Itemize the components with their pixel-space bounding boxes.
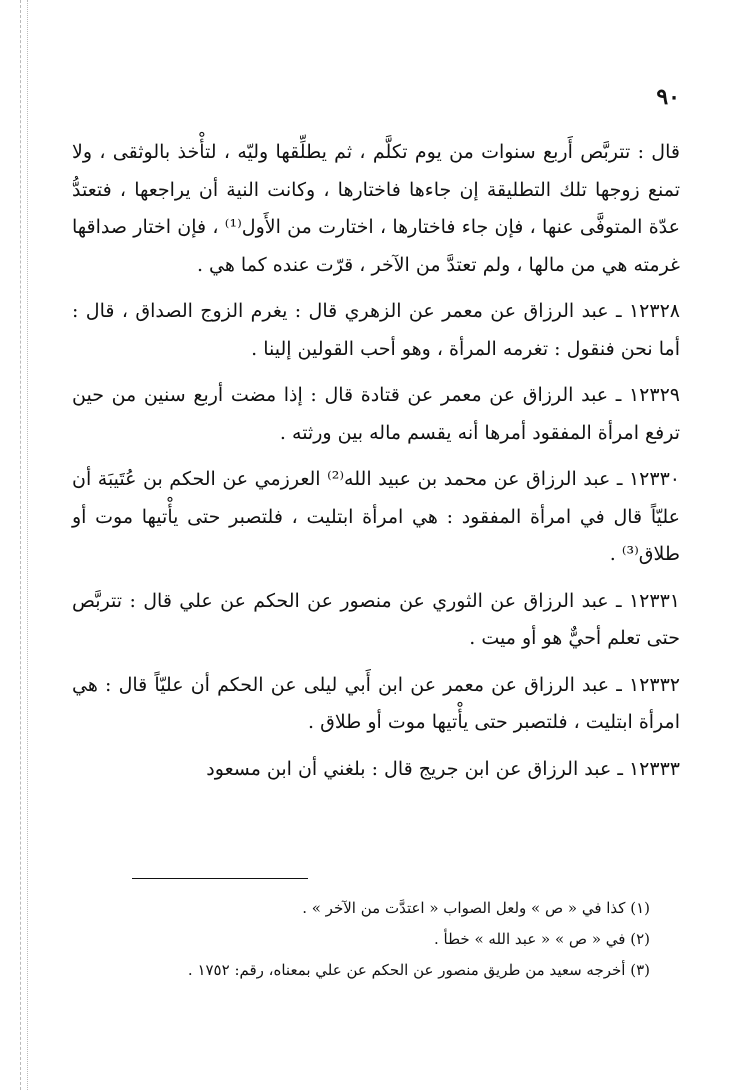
page-number: ٩٠ [656, 84, 680, 110]
binding-edge-line [20, 0, 21, 1090]
footnote-separator [132, 878, 308, 879]
paragraph-hadith-12333: ١٢٣٣٣ ـ عبد الرزاق عن ابن جريج قال : بلغني أن ابن مسعود [206, 757, 680, 780]
binding-edge-line-inner [27, 0, 28, 1090]
footnote-2: (٢) في « ص » « عبد الله » خطأ . [434, 930, 650, 948]
paragraph-hadith-12329: ١٢٣٢٩ ـ عبد الرزاق عن معمر عن قتادة قال : إذا مضت أربع سنين من حين ترفع امرأة المفقود أمرها أنه يقسم ماله بين ورثته . [72, 384, 680, 444]
paragraph-hadith-12332: ١٢٣٣٢ ـ عبد الرزاق عن معمر عن ابن أَبي ليلى عن الحكم أن عليّاً قال : هي امرأة ابتليت ، فلتصبر حتى يأْتيها موت أو طلاق . [72, 673, 680, 733]
paragraph-hadith-12331: ١٢٣٣١ ـ عبد الرزاق عن الثوري عن منصور عن الحكم عن علي قال : تتربَّص حتى تعلم أحيٌّ هو أو ميت . [72, 589, 680, 649]
document-page [60, 0, 680, 1090]
main-text [72, 134, 680, 788]
footnote-1: (١) كذا في « ص » ولعل الصواب « اعتدَّت من الآخر » . [302, 899, 650, 917]
footnote-3: (٣) أخرجه سعيد من طريق منصور عن الحكم عن علي بمعناه، رقم: ١٧٥٢ . [187, 961, 650, 979]
paragraph-continuation: قال : تتربَّص أَربع سنوات من يوم تكلَّم ، ثم يطلِّقها وليّه ، لتأْخذ بالوثقى ، ولا تمنع زوجها تلك التطليقة إن جاءها فاختارها ، وكانت النية أن يراجعها ، فتعتدُّ عدّة المتوفَّى عنها ، فإن جاء فاختارها ، اختارت من الأَول⁽¹⁾ ، فإن اختار صداقها غرمته هي من مالها ، ولم تعتدَّ من الآخر ، قرّت عنده كما هي . [72, 141, 680, 276]
footnotes [90, 893, 650, 986]
paragraph-hadith-12330: ١٢٣٣٠ ـ عبد الرزاق عن محمد بن عبيد الله⁽²⁾ العرزمي عن الحكم بن عُتَيبَة أن عليّاً قال في امرأة المفقود : هي امرأة ابتليت ، فلتصبر حتى يأْتيها موت أو طلاق⁽³⁾ . [72, 468, 680, 565]
paragraph-hadith-12328: ١٢٣٢٨ ـ عبد الرزاق عن معمر عن الزهري قال : يغرم الزوج الصداق ، قال : أما نحن فنقول : تغرمه المرأة ، وهو أحب القولين إلينا . [72, 300, 680, 360]
